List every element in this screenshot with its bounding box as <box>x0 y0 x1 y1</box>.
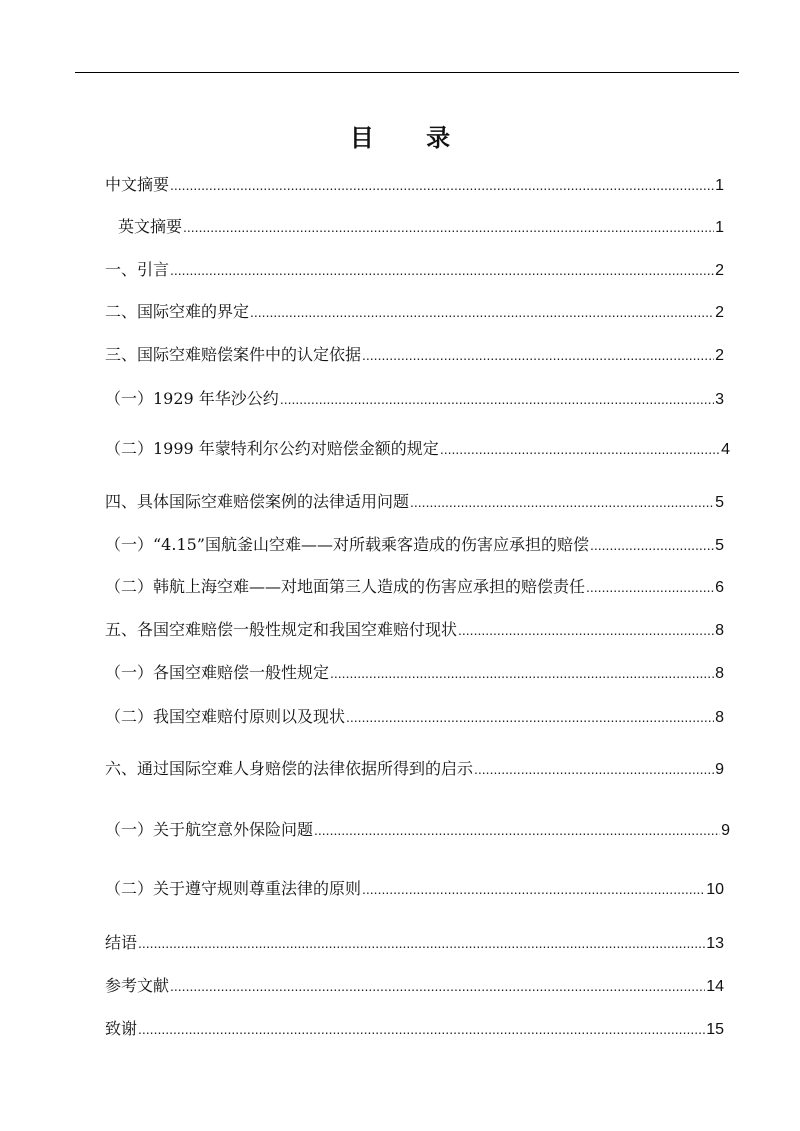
toc-entry-label: 二、国际空难的界定 <box>105 302 250 321</box>
toc-dot-leader <box>590 537 714 553</box>
toc-entry-label: （二）关于遵守规则尊重法律的原则 <box>105 879 362 898</box>
toc-dot-leader <box>362 347 714 363</box>
toc-dot-leader <box>314 822 720 838</box>
toc-entry[interactable] <box>105 817 730 840</box>
toc-dot-leader <box>170 978 705 994</box>
toc-dot-leader <box>474 761 714 777</box>
toc-entry[interactable] <box>105 704 724 727</box>
toc-entry-label: （一）各国空难赔偿一般性规定 <box>105 663 330 682</box>
toc-entry-label: 一、引言 <box>105 260 170 279</box>
toc-entry[interactable] <box>105 342 724 365</box>
toc-entry[interactable] <box>105 876 724 899</box>
toc-entry[interactable] <box>105 1016 724 1039</box>
toc-dot-leader <box>138 1021 705 1037</box>
toc-entry-page: 6 <box>715 579 724 596</box>
toc-entry-label: （二）我国空难赔付原则以及现状 <box>105 707 346 726</box>
toc-entry-label: 英文摘要 <box>118 217 183 236</box>
toc-entry-label: （二）1999 年蒙特利尔公约对赔偿金额的规定 <box>105 439 439 458</box>
toc-entry[interactable] <box>105 172 724 195</box>
toc-entry-label: 五、各国空难赔偿一般性规定和我国空难赔付现状 <box>105 620 458 639</box>
toc-entry[interactable] <box>105 574 724 597</box>
toc-entry-page: 15 <box>706 1021 724 1038</box>
toc-entry[interactable] <box>105 489 724 512</box>
toc-entry-page: 14 <box>706 978 724 995</box>
toc-entry-label: 四、具体国际空难赔偿案例的法律适用问题 <box>105 492 410 511</box>
toc-entry-label: 致谢 <box>105 1019 138 1038</box>
page-title: 目 录 <box>349 124 473 152</box>
toc-entry[interactable] <box>105 532 724 555</box>
toc-entry-page: 8 <box>715 622 724 639</box>
toc-entry-label: 参考文献 <box>105 976 170 995</box>
toc-entry[interactable] <box>105 299 724 322</box>
toc-entry-page: 1 <box>715 219 724 236</box>
toc-entry-label: 结语 <box>105 933 138 952</box>
toc-dot-leader <box>410 494 714 510</box>
toc-entry-page: 8 <box>715 665 724 682</box>
toc-entry-label: （一）关于航空意外保险问题 <box>105 820 314 839</box>
toc-dot-leader <box>138 935 705 951</box>
toc-dot-leader <box>458 622 714 638</box>
toc-entry-label: （一）1929 年华沙公约 <box>105 389 279 408</box>
toc-dot-leader <box>183 219 714 235</box>
toc-dot-leader <box>346 709 714 725</box>
toc-entry[interactable] <box>105 257 724 280</box>
toc-entry-label: 中文摘要 <box>105 175 170 194</box>
toc-entry-page: 9 <box>715 761 724 778</box>
toc-dot-leader <box>440 441 720 457</box>
toc-entry-page: 4 <box>721 441 730 458</box>
toc-entry-page: 9 <box>721 822 730 839</box>
toc-dot-leader <box>280 391 714 407</box>
toc-entry-page: 1 <box>715 177 724 194</box>
toc-entry-page: 10 <box>706 881 724 898</box>
toc-dot-leader <box>170 262 714 278</box>
toc-entry-page: 5 <box>715 537 724 554</box>
toc-dot-leader <box>170 177 714 193</box>
toc-entry[interactable] <box>118 214 724 237</box>
toc-entry-page: 2 <box>715 304 724 321</box>
toc-entry-label: 六、通过国际空难人身赔偿的法律依据所得到的启示 <box>105 759 474 778</box>
toc-dot-leader <box>362 881 705 897</box>
header-rule <box>75 72 739 73</box>
toc-entry[interactable] <box>105 386 724 409</box>
toc-entry-page: 2 <box>715 347 724 364</box>
toc-entry-page: 8 <box>715 709 724 726</box>
toc-entry-label: （二）韩航上海空难——对地面第三人造成的伤害应承担的赔偿责任 <box>105 577 586 596</box>
toc-entry-page: 2 <box>715 262 724 279</box>
toc-dot-leader <box>250 304 714 320</box>
toc-dot-leader <box>586 579 714 595</box>
toc-entry[interactable] <box>105 930 724 953</box>
toc-entry-label: 三、国际空难赔偿案件中的认定依据 <box>105 345 362 364</box>
toc-entry[interactable] <box>105 660 724 683</box>
toc-dot-leader <box>330 665 714 681</box>
toc-entry-page: 13 <box>706 935 724 952</box>
toc-entry-page: 3 <box>715 391 724 408</box>
toc-entry-label: （一）“4.15”国航釜山空难——对所载乘客造成的伤害应承担的赔偿 <box>105 535 589 554</box>
toc-entry[interactable] <box>105 436 730 459</box>
toc-entry[interactable] <box>105 973 724 996</box>
toc-entry-page: 5 <box>715 494 724 511</box>
toc-entry[interactable] <box>105 617 724 640</box>
toc-entry[interactable] <box>105 756 724 779</box>
